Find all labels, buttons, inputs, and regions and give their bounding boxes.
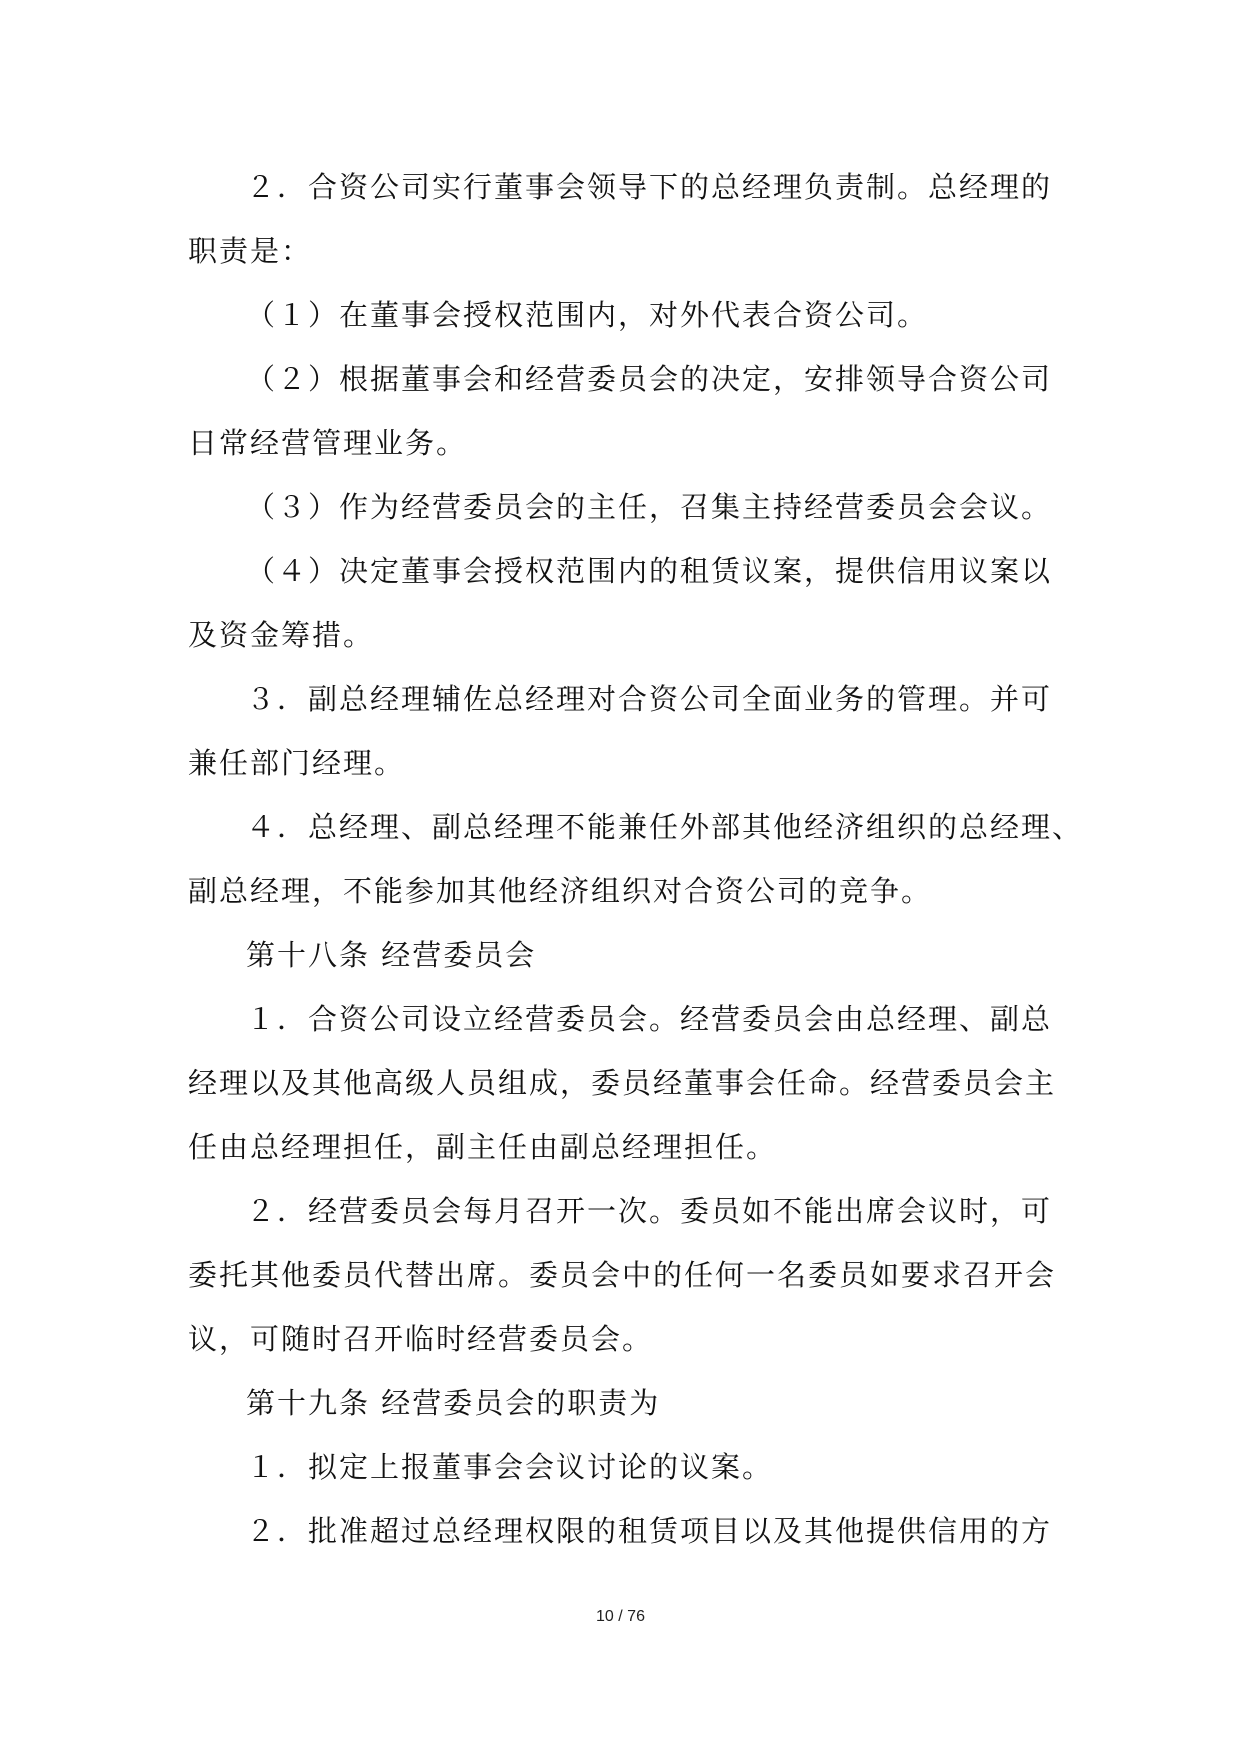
- paragraph-line: 日常经营管理业务。: [188, 426, 468, 460]
- article-heading: 第十九条 经营委员会的职责为: [246, 1386, 661, 1420]
- paragraph-line: 职责是：: [188, 234, 313, 268]
- paragraph-line: 及资金筹措。: [188, 618, 375, 652]
- paragraph-line: （３）作为经营委员会的主任，召集主持经营委员会会议。: [246, 490, 1053, 524]
- paragraph-line: １．合资公司设立经营委员会。经营委员会由总经理、副总: [246, 1002, 1053, 1036]
- paragraph-line: 议，可随时召开临时经营委员会。: [188, 1322, 654, 1356]
- article-heading: 第十八条 经营委员会: [246, 938, 537, 972]
- paragraph-line: （２）根据董事会和经营委员会的决定，安排领导合资公司: [246, 362, 1053, 396]
- paragraph-line: 兼任部门经理。: [188, 746, 406, 780]
- paragraph-line: ３．副总经理辅佐总经理对合资公司全面业务的管理。并可: [246, 682, 1053, 716]
- paragraph-line: ４．总经理、副总经理不能兼任外部其他经济组织的总经理、: [246, 810, 1084, 844]
- paragraph-line: ２．批准超过总经理权限的租赁项目以及其他提供信用的方: [246, 1514, 1053, 1548]
- document-body: [188, 155, 1084, 1563]
- paragraph-line: 经理以及其他高级人员组成，委员经董事会任命。经营委员会主: [188, 1066, 1057, 1100]
- paragraph-line: （１）在董事会授权范围内，对外代表合资公司。: [246, 298, 929, 332]
- paragraph-line: １．拟定上报董事会会议讨论的议案。: [246, 1450, 774, 1484]
- paragraph-line: ２．合资公司实行董事会领导下的总经理负责制。总经理的: [246, 170, 1053, 204]
- paragraph-line: 任由总经理担任，副主任由副总经理担任。: [188, 1130, 778, 1164]
- paragraph-line: 副总经理，不能参加其他经济组织对合资公司的竞争。: [188, 874, 933, 908]
- paragraph-line: ２．经营委员会每月召开一次。委员如不能出席会议时，可: [246, 1194, 1053, 1228]
- paragraph-line: （４）决定董事会授权范围内的租赁议案，提供信用议案以: [246, 554, 1053, 588]
- page-number: 10 / 76: [596, 1608, 645, 1625]
- paragraph-line: 委托其他委员代替出席。委员会中的任何一名委员如要求召开会: [188, 1258, 1057, 1292]
